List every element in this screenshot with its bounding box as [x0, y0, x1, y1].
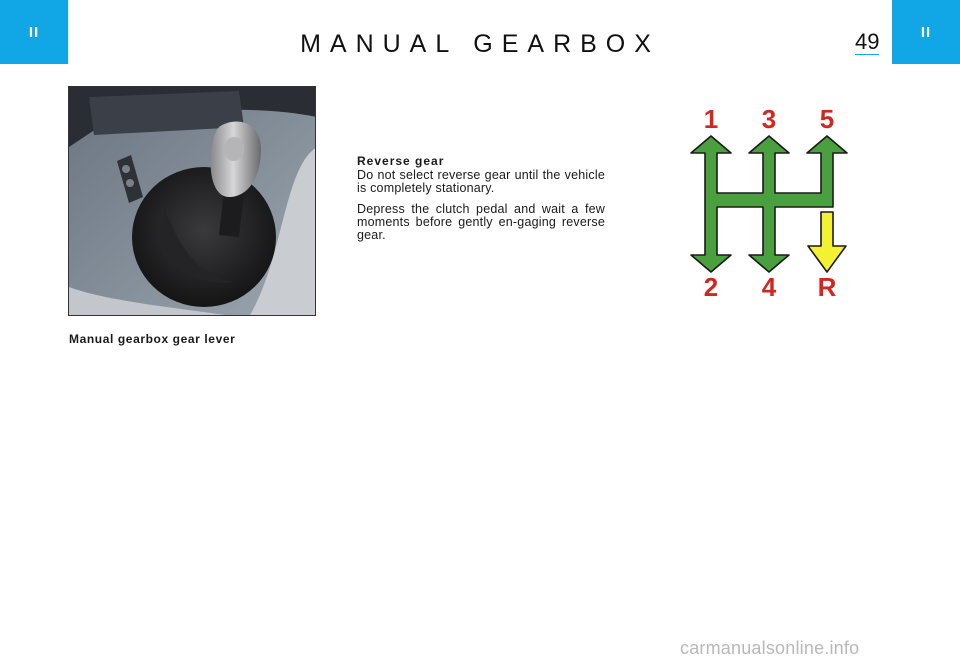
- gear-label-1: 1: [703, 104, 719, 134]
- reverse-gear-heading: Reverse gear: [357, 154, 445, 168]
- gear-shift-pattern-diagram: [685, 100, 855, 305]
- gear-label-4: 4: [761, 272, 777, 302]
- gear-label-3: 3: [761, 104, 777, 134]
- gear-lever-photo: [68, 86, 316, 316]
- gear-label-5: 5: [819, 104, 835, 134]
- gear-label-2: 2: [703, 272, 719, 302]
- photo-caption: Manual gearbox gear lever: [69, 332, 236, 346]
- reverse-gear-paragraph-2: Depress the clutch pedal and wait a few moments before gently en-gaging reverse gear.: [357, 202, 605, 242]
- reverse-gear-paragraph-1: Do not select reverse gear until the vehicle is completely stationary.: [357, 168, 605, 195]
- page-number: 49: [855, 29, 880, 54]
- reverse-gear-section: [357, 155, 605, 250]
- page-title: MANUAL GEARBOX: [300, 30, 660, 58]
- section-tab-left-label: II: [28, 23, 40, 41]
- section-tab-right-label: II: [920, 23, 932, 41]
- gear-label-reverse: R: [817, 272, 837, 302]
- watermark: carmanualsonline.info: [680, 638, 860, 658]
- reverse-gear-arrow: [808, 212, 846, 272]
